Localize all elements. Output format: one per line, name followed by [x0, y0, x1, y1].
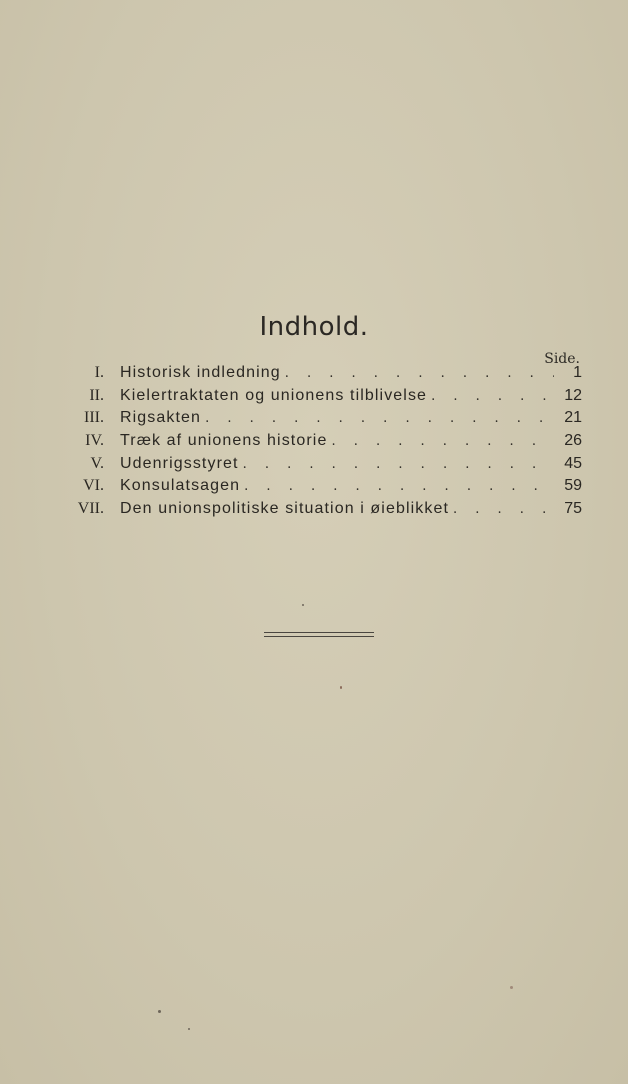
- chapter-title: Den unionspolitiske situation i øieblikket: [120, 500, 450, 518]
- chapter-title: Rigsakten: [120, 409, 202, 427]
- page-number: 1: [573, 364, 582, 381]
- dot-leader: [453, 499, 554, 521]
- chapter-number: I.: [94, 364, 104, 381]
- dot-leader: [244, 476, 554, 498]
- page-number: 21: [564, 409, 582, 427]
- page-number: 75: [564, 500, 582, 518]
- paper-speck: [158, 1010, 161, 1013]
- chapter-number: V.: [90, 454, 104, 472]
- dot-leader: [431, 386, 554, 408]
- decorative-rule-bottom: [264, 636, 374, 637]
- toc-row: [58, 498, 582, 521]
- toc-row: [58, 385, 582, 408]
- side-column-label: Side.: [544, 351, 580, 367]
- chapter-number: III.: [84, 409, 104, 427]
- dot-leader: [205, 408, 554, 430]
- toc-row: [58, 453, 582, 476]
- toc-row: [58, 407, 582, 430]
- chapter-title: Konsulatsagen: [120, 477, 241, 495]
- toc-row: [58, 475, 582, 498]
- paper-speck: [188, 1028, 190, 1030]
- paper-speck: [340, 686, 342, 689]
- page-number: 26: [564, 432, 582, 450]
- chapter-number: VII.: [77, 500, 104, 518]
- dot-leader: [285, 363, 554, 385]
- chapter-title: Træk af unionens historie: [120, 432, 328, 450]
- paper-speck: [510, 986, 513, 989]
- dot-leader: [331, 431, 554, 453]
- chapter-title: Udenrigsstyret: [120, 454, 239, 472]
- chapter-number: IV.: [85, 432, 104, 450]
- page-number: 45: [564, 454, 582, 472]
- chapter-number: II.: [89, 386, 104, 404]
- toc-row: [58, 430, 582, 453]
- toc-row: [58, 362, 582, 385]
- page-number: 59: [564, 477, 582, 495]
- chapter-title: Kielertraktaten og unionens tilblivelse: [120, 386, 428, 404]
- page-number: 12: [564, 386, 582, 404]
- decorative-rule-top: [264, 632, 374, 633]
- chapter-number: VI.: [83, 477, 104, 495]
- dot-leader: [243, 454, 554, 476]
- chapter-title: Historisk indledning: [120, 364, 281, 381]
- table-of-contents: [58, 362, 582, 521]
- paper-speck: [302, 604, 304, 606]
- page-title: Indhold.: [259, 312, 369, 342]
